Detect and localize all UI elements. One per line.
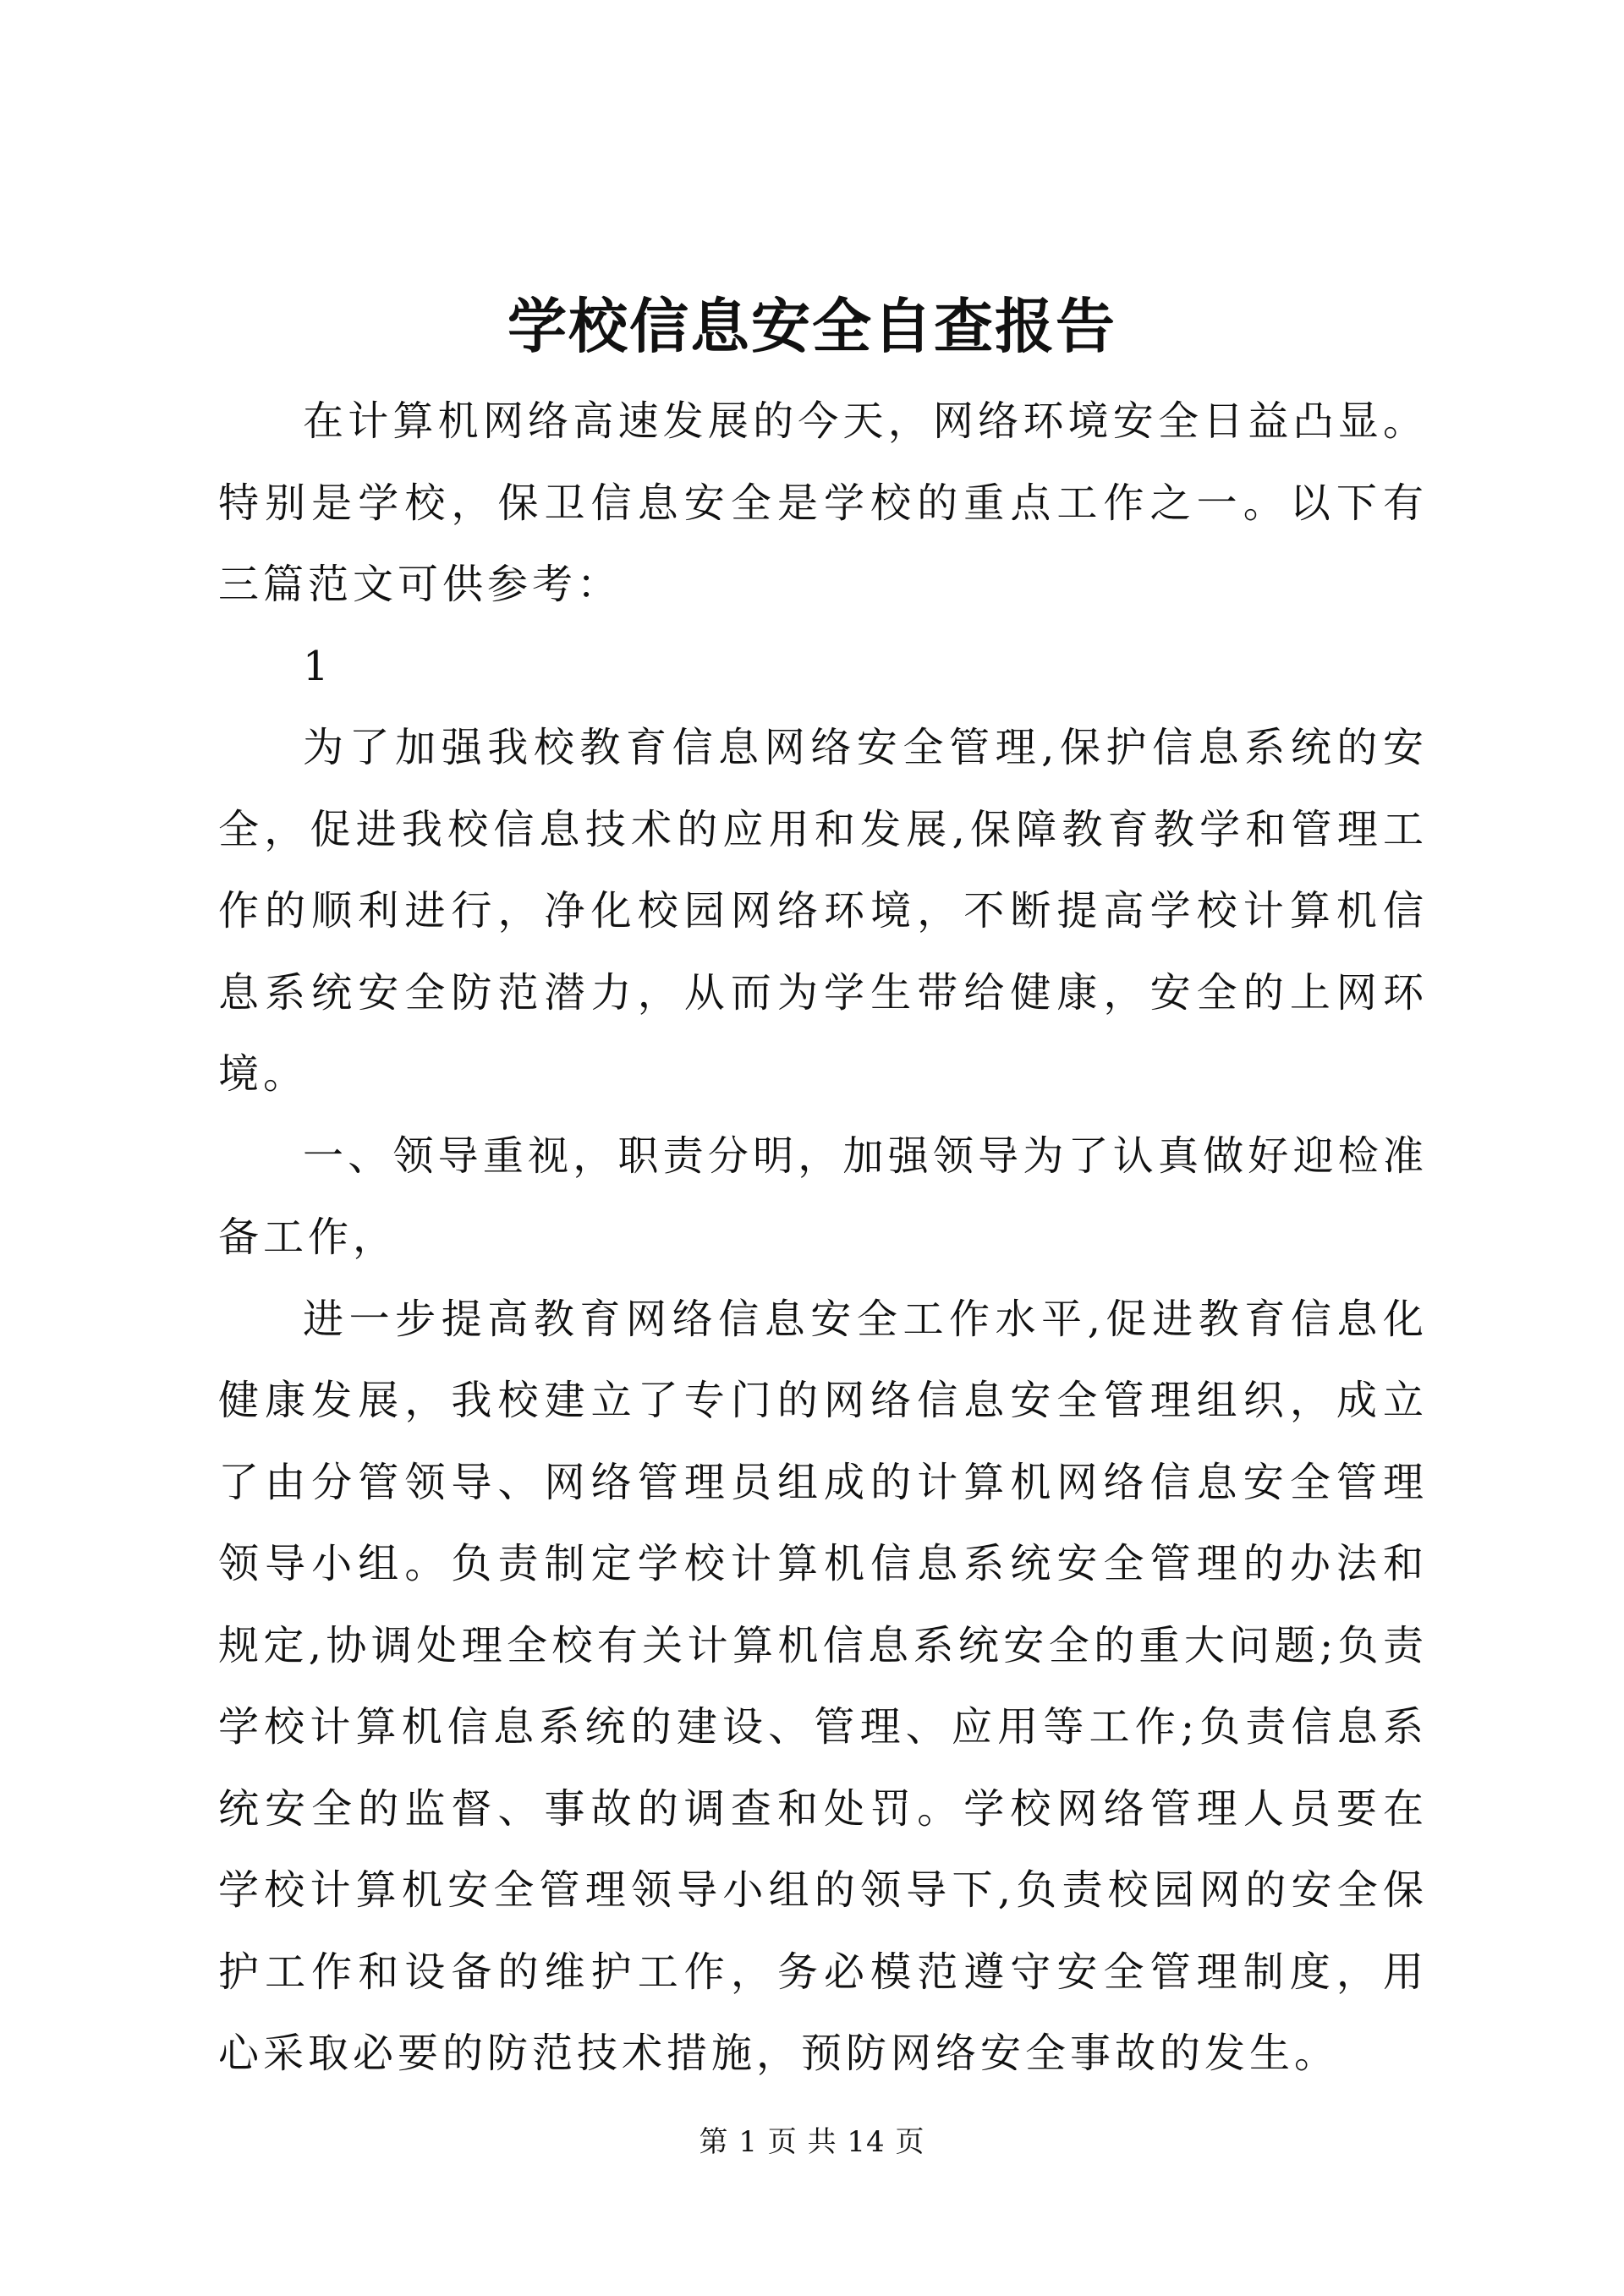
document-title: 学校信息安全自查报告: [508, 291, 1116, 361]
paragraph-leadership-details: 进一步提高教育网络信息安全工作水平,促进教育信息化健康发展，我校建立了专门的网络信息安全管理组织，成立了由分管领导、网络管理员组成的计算机网络信息安全管理领导小组。负责制定学校计算机信息系统安全管理的办法和规定,协调处理全校有关计算机信息系统安全的重大问题;负责学校计算机信息系统的建设、管理、应用等工作;负责信息系统安全的监督、事故的调查和处罚。学校网络管理人员要在学校计算机安全管理领导小组的领导下,负责校园网的安全保护工作和设备的维护工作，务必模范遵守安全管理制度，用心采取必要的防范技术措施，预防网络安全事故的发生。: [218, 1295, 1428, 2077]
paragraph-section-number: 1: [303, 642, 333, 690]
page-footer: 第 1 页 共 14 页: [699, 2125, 925, 2159]
document-body: [218, 381, 1428, 2095]
paragraph-intro: 在计算机网络高速发展的今天，网络环境安全日益凸显。特别是学校，保卫信息安全是学校的重点工作之一。以下有三篇范文可供参考：: [218, 397, 1428, 608]
paragraph-heading-leadership: 一、领导重视，职责分明，加强领导为了认真做好迎检准备工作，: [218, 1132, 1428, 1261]
paragraph-purpose: 为了加强我校教育信息网络安全管理,保护信息系统的安全，促进我校信息技术的应用和发展,保障教育教学和管理工作的顺利进行，净化校园网络环境，不断提高学校计算机信息系统安全防范潜力，从而为学生带给健康，安全的上网环境。: [218, 724, 1428, 1098]
